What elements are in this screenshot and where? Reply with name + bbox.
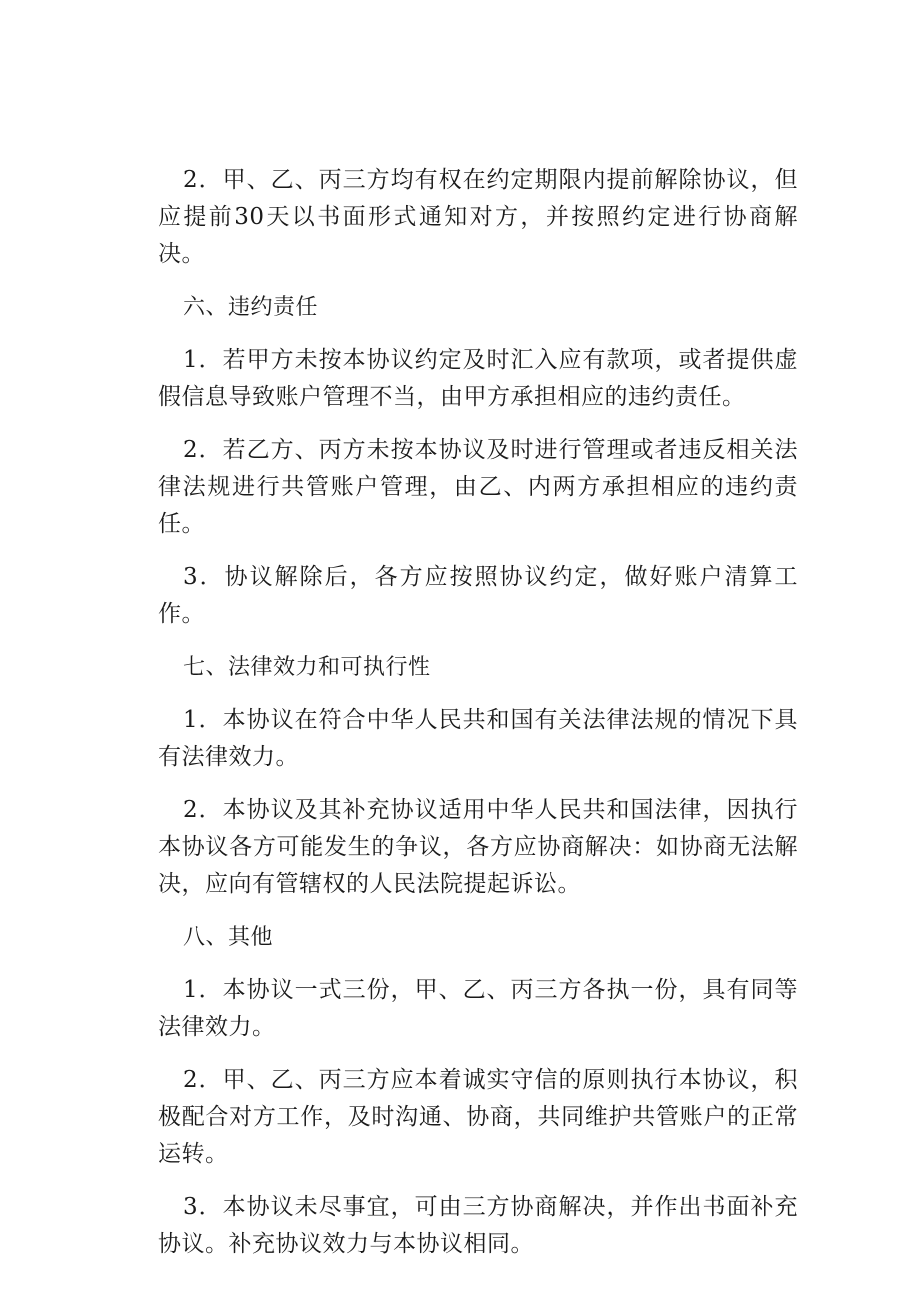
section-heading-6: 六、违约责任 bbox=[183, 295, 319, 320]
clause-6-3: 3．协议解除后，各方应按照协议约定，做好账户清算工作。 bbox=[158, 564, 798, 627]
clause-5-2: 2．甲、乙、丙三方均有权在约定期限内提前解除协议，但应提前30天以书面形式通知对方，并按照约定进行协商解决。 bbox=[158, 167, 798, 267]
clause-8-2: 2．甲、乙、丙三方应本着诚实守信的原则执行本协议，积极配合对方工作，及时沟通、协商，共同维护共管账户的正常运转。 bbox=[158, 1067, 798, 1167]
clause-7-1: 1．本协议在符合中华人民共和国有关法律法规的情况下具有法律效力。 bbox=[158, 707, 798, 770]
clause-6-1: 1．若甲方未按本协议约定及时汇入应有款项，或者提供虚假信息导致账户管理不当，由甲方承担相应的违约责任。 bbox=[158, 347, 798, 410]
section-heading-8: 八、其他 bbox=[183, 925, 274, 950]
clause-6-2: 2．若乙方、丙方未按本协议及时进行管理或者违反相关法律法规进行共管账户管理，由乙、内两方承担相应的违约责任。 bbox=[158, 437, 798, 537]
clause-8-3: 3．本协议未尽事宜，可由三方协商解决，并作出书面补充协议。补充协议效力与本协议相同。 bbox=[158, 1194, 798, 1257]
section-heading-7: 七、法律效力和可执行性 bbox=[183, 655, 431, 680]
clause-8-1: 1．本协议一式三份，甲、乙、丙三方各执一份，具有同等法律效力。 bbox=[158, 977, 798, 1040]
clause-7-2: 2．本协议及其补充协议适用中华人民共和国法律，因执行本协议各方可能发生的争议，各方应协商解决：如协商无法解决，应向有管辖权的人民法院提起诉讼。 bbox=[158, 797, 798, 897]
document-body bbox=[158, 162, 798, 1279]
